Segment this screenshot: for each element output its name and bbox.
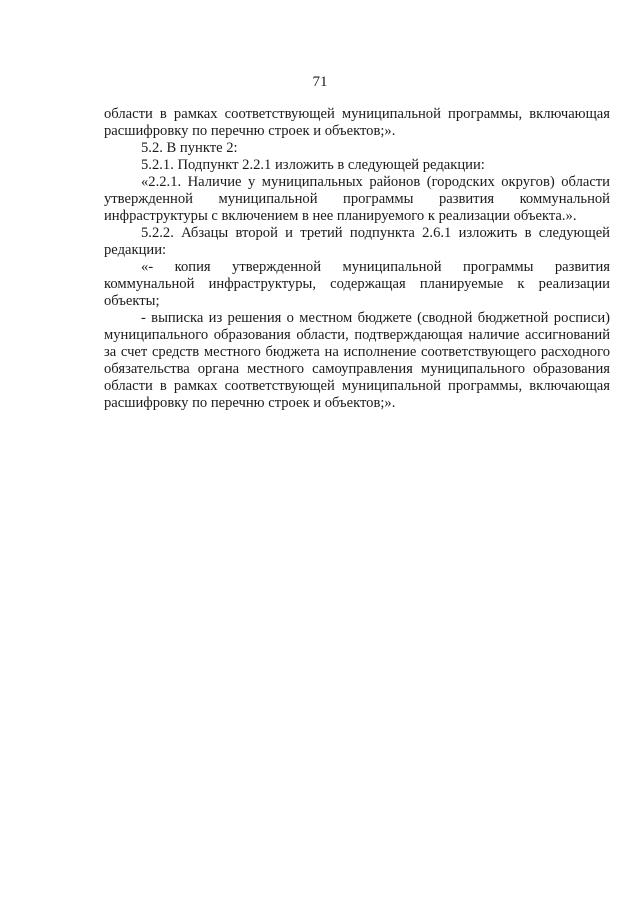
paragraph-extract-item: - выписка из решения о местном бюджете (сводной бюджетной росписи) муниципального образования области, подтверждающая наличие ассигнований за счет средств местного бюджета на исполнение соответствующего расходного обязательства органа местного самоуправления муниципального образования области в рамках соответствующей муниципальной программы, включающая расшифровку по перечню строек и объектов;». bbox=[104, 310, 610, 411]
paragraph-5-2-1: 5.2.1. Подпункт 2.2.1 изложить в следующей редакции: bbox=[141, 157, 485, 173]
paragraph-5-2-2: 5.2.2. Абзацы второй и третий подпункта 2.6.1 изложить в следующей редакции: bbox=[104, 225, 610, 258]
paragraph-continuation: области в рамках соответствующей муниципальной программы, включающая расшифровку по перечню строек и объектов;». bbox=[104, 106, 610, 139]
document-body bbox=[104, 106, 610, 412]
paragraph-2-2-1-quote: «2.2.1. Наличие у муниципальных районов (городских округов) области утвержденной муниципальной программы развития коммунальной инфраструктуры с включением в нее планируемого к реализации объекта.». bbox=[104, 174, 610, 224]
paragraph-copy-item: «- копия утвержденной муниципальной программы развития коммунальной инфраструктуры, содержащая планируемые к реализации объекты; bbox=[104, 259, 610, 309]
paragraph-5-2: 5.2. В пункте 2: bbox=[141, 140, 238, 156]
page-number: 71 bbox=[312, 74, 328, 90]
